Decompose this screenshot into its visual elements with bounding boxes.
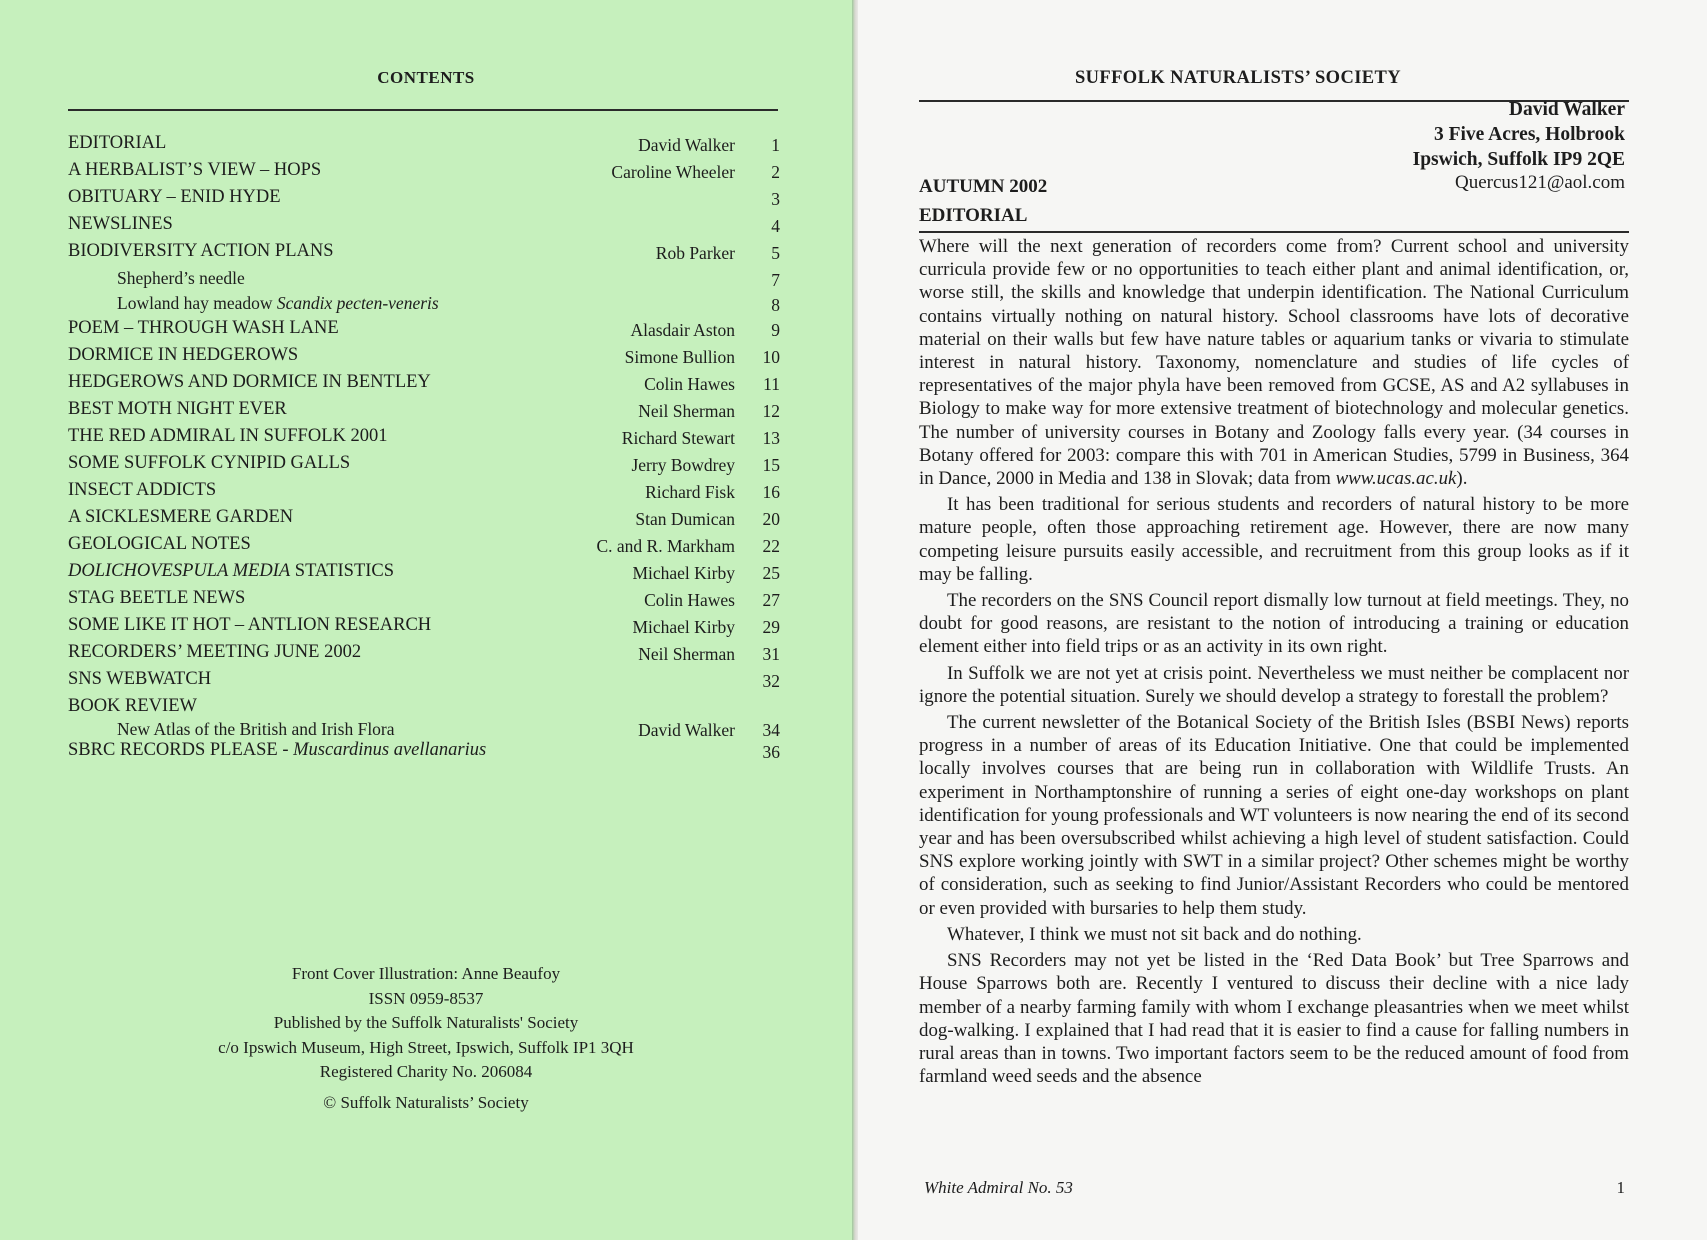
- toc-entry-page: 25: [762, 563, 780, 583]
- toc-entry-page: 13: [762, 428, 780, 448]
- toc-row: [68, 399, 780, 426]
- toc-entry-title: DOLICHOVESPULA MEDIA STATISTICS: [68, 561, 395, 581]
- toc-entry-page: 36: [762, 742, 780, 762]
- toc-entry-title: A SICKLESMERE GARDEN: [68, 507, 294, 527]
- address-line-1: 3 Five Acres, Holbrook: [1433, 124, 1625, 145]
- toc-entry-title: RECORDERS’ MEETING JUNE 2002: [68, 642, 362, 662]
- paragraph-5: The current newsletter of the Botanical Society of the British Isles (BSBI News) reports progress in a number of areas of its Education Initiative. One that could be implemented locally involves courses that are being run in collaboration with Wildlife Trusts. An experiment in Northamptonshire of running a series of eight one-day workshops on plant identification for young professionals and WT volunteers is now nearing the end of its second year and has been oversubscribed whilst achieving a high level of student satisfaction. Could SNS explore working jointly with SWT in a similar project? Other schemes might be worthy of consideration, such as seeking to find Junior/Assistant Recorders who could be mentored or even provided with bursaries to help them study.: [919, 712, 1629, 919]
- issn: ISSN 0959-8537: [368, 988, 484, 1008]
- toc-entry-author: C. and R. Markham: [596, 536, 735, 556]
- toc-row: [68, 268, 780, 293]
- toc-entry-page: 22: [762, 536, 780, 556]
- paragraph-3: The recorders on the SNS Council report dismally low turnout at field meetings. They, no doubt for good reasons, are resistant to the notion of introducing a training or education element either into field trips or as an activity in its own right.: [919, 590, 1629, 658]
- toc-row: [68, 293, 780, 318]
- toc-entry-author: Stan Dumican: [635, 509, 735, 529]
- toc-entry-title: POEM – THROUGH WASH LANE: [68, 318, 339, 338]
- toc-entry-page: 31: [762, 644, 780, 664]
- toc-entry-subtitle: New Atlas of the British and Irish Flora: [117, 719, 395, 739]
- toc-row: [68, 534, 780, 561]
- contents-page: [0, 0, 852, 1240]
- paragraph-6: Whatever, I think we must not sit back and do nothing.: [947, 923, 1362, 945]
- toc-row: [68, 187, 780, 214]
- toc-entry-title: OBITUARY – ENID HYDE: [68, 187, 281, 207]
- toc-entry-author: Jerry Bowdrey: [631, 455, 735, 475]
- address-line-2: Ipswich, Suffolk IP9 2QE: [1412, 149, 1625, 170]
- toc-row: [68, 133, 780, 160]
- toc-entry-title: A HERBALIST’S VIEW – HOPS: [68, 160, 322, 180]
- toc-row: [68, 241, 780, 268]
- toc-entry-page: 27: [762, 590, 780, 610]
- toc-entry-title: EDITORIAL: [68, 133, 167, 153]
- toc-entry-author: Colin Hawes: [644, 374, 735, 394]
- paragraph-7: SNS Recorders may not yet be listed in the ‘Red Data Book’ but Tree Sparrows and House Sparrows both are. Recently I ventured to discuss their decline with a nice lady member of a nearby farming family with whom I exchange pleasantries when we meet whilst dog-walking. I explained that I had read that it is easier to find a cause for falling numbers in rural areas than in towns. Two important factors seem to be the reduced amount of food from farmland weed seeds and the absence: [919, 950, 1629, 1088]
- charity-number: Registered Charity No. 206084: [319, 1062, 533, 1081]
- toc-entry-author: Caroline Wheeler: [611, 162, 735, 182]
- toc-entry-page: 1: [771, 135, 780, 155]
- toc-entry-page: 15: [762, 455, 780, 475]
- toc-entry-page: 9: [771, 320, 780, 340]
- cover-credit: Front Cover Illustration: Anne Beaufoy: [291, 964, 561, 983]
- contents-list: [68, 133, 780, 767]
- editor-name: David Walker: [1508, 99, 1625, 120]
- toc-row: [68, 740, 780, 767]
- toc-entry-author: Neil Sherman: [638, 401, 735, 421]
- contents-title: CONTENTS: [377, 68, 475, 87]
- publisher-address: c/o Ipswich Museum, High Street, Ipswich, Suffolk IP1 3QH: [218, 1037, 634, 1057]
- paragraph-1: Where will the next generation of recorders come from? Current school and university curricula provide few or no opportunities to teach either plant and animal identification, or, worse still, the skills and knowledge that underpin identification. The National Curriculum contains virtually nothing on natural history. School classrooms have lots of decorative material on their walls but few have nature tables or aquarium tanks or vivaria to stimulate interest in natural history. Taxonomy, nomenclature and studies of life cycles of representatives of the major phyla have been removed from GCSE, AS and A2 syllabuses in Biology to make way for more extensive treatment of biotechnology and molecular genetics. The number of university courses in Botany and Zoology falls every year. (34 courses in Botany offered for 2003: compare this with 701 in American Studies, 5799 in Business, 364 in Dance, 2000 in Media and 138 in Slovak; data from www.ucas.ac.uk).: [919, 236, 1629, 490]
- contents-rule: [68, 109, 778, 111]
- toc-entry-page: 16: [762, 482, 780, 502]
- ucas-link: www.ucas.ac.uk: [1335, 468, 1457, 490]
- toc-entry-page: 2: [771, 162, 780, 182]
- toc-row: [68, 372, 780, 399]
- toc-entry-page: 7: [771, 270, 780, 290]
- toc-row: [68, 615, 780, 642]
- toc-entry-page: 34: [762, 720, 780, 740]
- society-title: SUFFOLK NATURALISTS’ SOCIETY: [1074, 68, 1402, 88]
- toc-row: [68, 214, 780, 241]
- colophon: [0, 962, 852, 1115]
- toc-entry-page: 12: [762, 401, 780, 421]
- toc-entry-page: 5: [771, 243, 780, 263]
- toc-entry-page: 32: [762, 671, 780, 691]
- toc-entry-page: 4: [771, 216, 780, 236]
- toc-row: [68, 561, 780, 588]
- toc-row: [68, 642, 780, 669]
- issue-season: AUTUMN 2002: [919, 176, 1048, 197]
- toc-entry-page: 29: [762, 617, 780, 637]
- toc-entry-page: 20: [762, 509, 780, 529]
- toc-row: [68, 696, 780, 740]
- toc-row: [68, 507, 780, 534]
- copyright: © Suffolk Naturalists’ Society: [323, 1092, 529, 1112]
- toc-entry-title: Shepherd’s needle: [117, 268, 245, 288]
- editorial-rule: [919, 231, 1629, 233]
- toc-row: [68, 318, 780, 345]
- toc-entry-title: SOME LIKE IT HOT – ANTLION RESEARCH: [68, 615, 432, 635]
- toc-row: [68, 160, 780, 187]
- paragraph-2: It has been traditional for serious students and recorders of natural history to be more mature people, often those approaching retirement age. However, there are now many competing leisure pursuits easily accessible, and recruitment from this group looks as if it may be falling.: [919, 494, 1629, 585]
- toc-entry-title: INSECT ADDICTS: [68, 480, 217, 500]
- toc-entry-author: Neil Sherman: [638, 644, 735, 664]
- toc-entry-page: 10: [762, 347, 780, 367]
- toc-entry-author: Rob Parker: [655, 243, 735, 263]
- toc-entry-author: Alasdair Aston: [630, 320, 735, 340]
- toc-row: [68, 480, 780, 507]
- toc-entry-title: NEWSLINES: [68, 214, 173, 234]
- toc-entry-title: GEOLOGICAL NOTES: [68, 534, 251, 554]
- toc-entry-author: Michael Kirby: [632, 617, 735, 637]
- toc-row: [68, 426, 780, 453]
- toc-entry-page: 8: [771, 295, 780, 315]
- toc-entry-page: 3: [771, 189, 780, 209]
- toc-entry-title: THE RED ADMIRAL IN SUFFOLK 2001: [68, 426, 388, 446]
- toc-entry-title: SNS WEBWATCH: [68, 669, 212, 689]
- toc-entry-title: SOME SUFFOLK CYNIPID GALLS: [68, 453, 351, 473]
- toc-entry-title: STAG BEETLE NEWS: [68, 588, 246, 608]
- toc-entry-author: Richard Fisk: [645, 482, 735, 502]
- toc-row: [68, 345, 780, 372]
- toc-entry-author: David Walker: [638, 720, 735, 740]
- toc-entry-author: Simone Bullion: [624, 347, 735, 367]
- editor-email: Quercus121@aol.com: [1455, 172, 1625, 193]
- toc-entry-title: SBRC RECORDS PLEASE - Muscardinus avellanarius: [68, 740, 487, 760]
- footer-title: White Admiral No. 53: [924, 1178, 1073, 1197]
- toc-row: [68, 669, 780, 696]
- toc-entry-author: David Walker: [638, 135, 735, 155]
- toc-entry-title: HEDGEROWS AND DORMICE IN BENTLEY: [68, 372, 431, 392]
- toc-row: [68, 453, 780, 480]
- toc-entry-title: BIODIVERSITY ACTION PLANS: [68, 241, 334, 261]
- editor-address: [1413, 97, 1625, 172]
- paragraph-4: In Suffolk we are not yet at crisis point. Nevertheless we must neither be complacent nor ignore the potential situation. Surely we should develop a strategy to forestall the problem?: [919, 662, 1629, 707]
- editorial-heading: EDITORIAL: [919, 205, 1028, 226]
- footer-page-number: 1: [1616, 1178, 1625, 1197]
- toc-row: [68, 588, 780, 615]
- editorial-body: [919, 235, 1629, 1091]
- toc-entry-author: Colin Hawes: [644, 590, 735, 610]
- toc-entry-author: Richard Stewart: [621, 428, 735, 448]
- publisher: Published by the Suffolk Naturalists' Society: [273, 1013, 579, 1032]
- toc-entry-page: 11: [763, 374, 780, 394]
- toc-entry-author: Michael Kirby: [632, 563, 735, 583]
- toc-entry-title: BEST MOTH NIGHT EVER: [68, 399, 287, 419]
- toc-entry-title: Lowland hay meadow Scandix pecten-veneris: [117, 293, 439, 313]
- toc-entry-title: DORMICE IN HEDGEROWS: [68, 345, 299, 365]
- toc-entry-title: BOOK REVIEW: [68, 696, 197, 716]
